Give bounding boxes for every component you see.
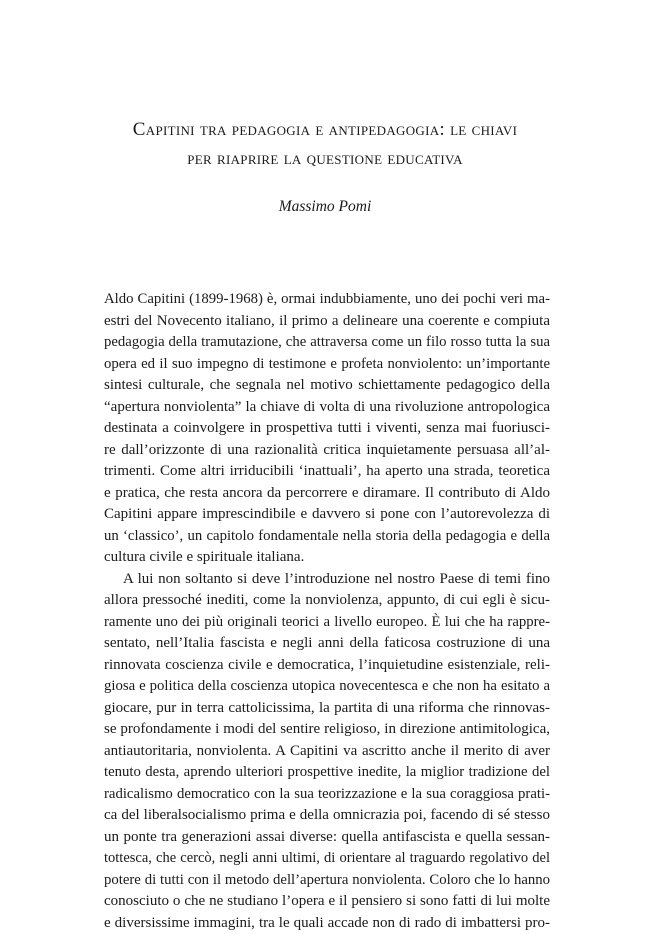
text-line: potere di tutti con il metodo dell’apertura nonviolenta. Coloro che lo hanno [104, 870, 550, 892]
text-line: Aldo Capitini (1899-1968) è, ormai indubbiamente, uno dei pochi veri ma- [104, 289, 550, 311]
text-line: radicalismo democratico con la sua teorizzazione e la sua coraggiosa prati- [104, 784, 550, 806]
text-line: giocare, pur in terra cattolicissima, la partita di una riforma che rinnovas- [104, 698, 550, 720]
text-line: A lui non soltanto si deve l’introduzione nel nostro Paese di temi fino [104, 569, 550, 591]
text-line: ca del liberalsocialismo prima e della omnicrazia poi, facendo di sé stesso [104, 805, 550, 827]
paragraph-2 [104, 569, 550, 934]
title-line-2: per riaprire la questione educativa [60, 144, 590, 173]
text-line: cultura civile e spirituale italiana. [104, 547, 550, 569]
text-line: conosciuto o che ne studiano l’opera e il pensiero si sono fatti di lui molte [104, 891, 550, 913]
text-line: Capitini appare imprescindibile e davvero si pone con l’autorevolezza di [104, 504, 550, 526]
text-line: rinnovata coscienza civile e democratica, l’inquietudine esistenziale, reli- [104, 655, 550, 677]
paragraph-1 [104, 289, 550, 569]
title-line-1: Capitini tra pedagogia e antipedagogia: le chiavi [60, 115, 590, 144]
text-line: tenuto desta, aprendo ulteriori prospettive inedite, la miglior tradizione del [104, 762, 550, 784]
text-line: pedagogia della tramutazione, che attraversa come un filo rosso tutta la sua [104, 332, 550, 354]
text-line: trimenti. Come altri irriducibili ‘inattuali’, ha aperto una strada, teoretica [104, 461, 550, 483]
text-line: un ponte tra generazioni assai diverse: quella antifascista e quella sessan- [104, 827, 550, 849]
article-body [104, 289, 550, 934]
text-line: allora pressoché inediti, come la nonviolenza, appunto, di cui egli è sicu- [104, 590, 550, 612]
text-line: re dall’orizzonte di una razionalità critica inquietamente persuasa all’al- [104, 440, 550, 462]
article-title [60, 115, 590, 173]
text-line: destinata a coinvolgere in prospettiva tutti i viventi, senza mai fuoriusci- [104, 418, 550, 440]
text-line: estri del Novecento italiano, il primo a delineare una coerente e compiuta [104, 311, 550, 333]
text-line: un ‘classico’, un capitolo fondamentale nella storia della pedagogia e della [104, 526, 550, 548]
text-line: tottesca, che cercò, negli anni ultimi, di orientare al traguardo regolativo del [104, 848, 550, 870]
text-line: giosa e politica della coscienza utopica novecentesca e che non ha esitato a [104, 676, 550, 698]
text-line: e diversissime immagini, tra le quali accade non di rado di imbattersi pro- [104, 913, 550, 934]
text-line: “apertura nonviolenta” la chiave di volta di una rivoluzione antropologica [104, 397, 550, 419]
author-name: Massimo Pomi [0, 198, 650, 216]
text-line: e pratica, che resta ancora da percorrere e diramare. Il contributo di Aldo [104, 483, 550, 505]
text-line: sintesi culturale, che segnala nel motivo schiettamente pedagogico della [104, 375, 550, 397]
text-line: sentato, nell’Italia fascista e negli anni della faticosa costruzione di una [104, 633, 550, 655]
text-line: antiautoritaria, nonviolenta. A Capitini va ascritto anche il merito di aver [104, 741, 550, 763]
text-line: opera ed il suo impegno di testimone e profeta nonviolento: un’importante [104, 354, 550, 376]
text-line: se profondamente i modi del sentire religioso, in direzione antimitologica, [104, 719, 550, 741]
text-line: ramente uno dei più originali teorici a livello europeo. È lui che ha rappre- [104, 612, 550, 634]
